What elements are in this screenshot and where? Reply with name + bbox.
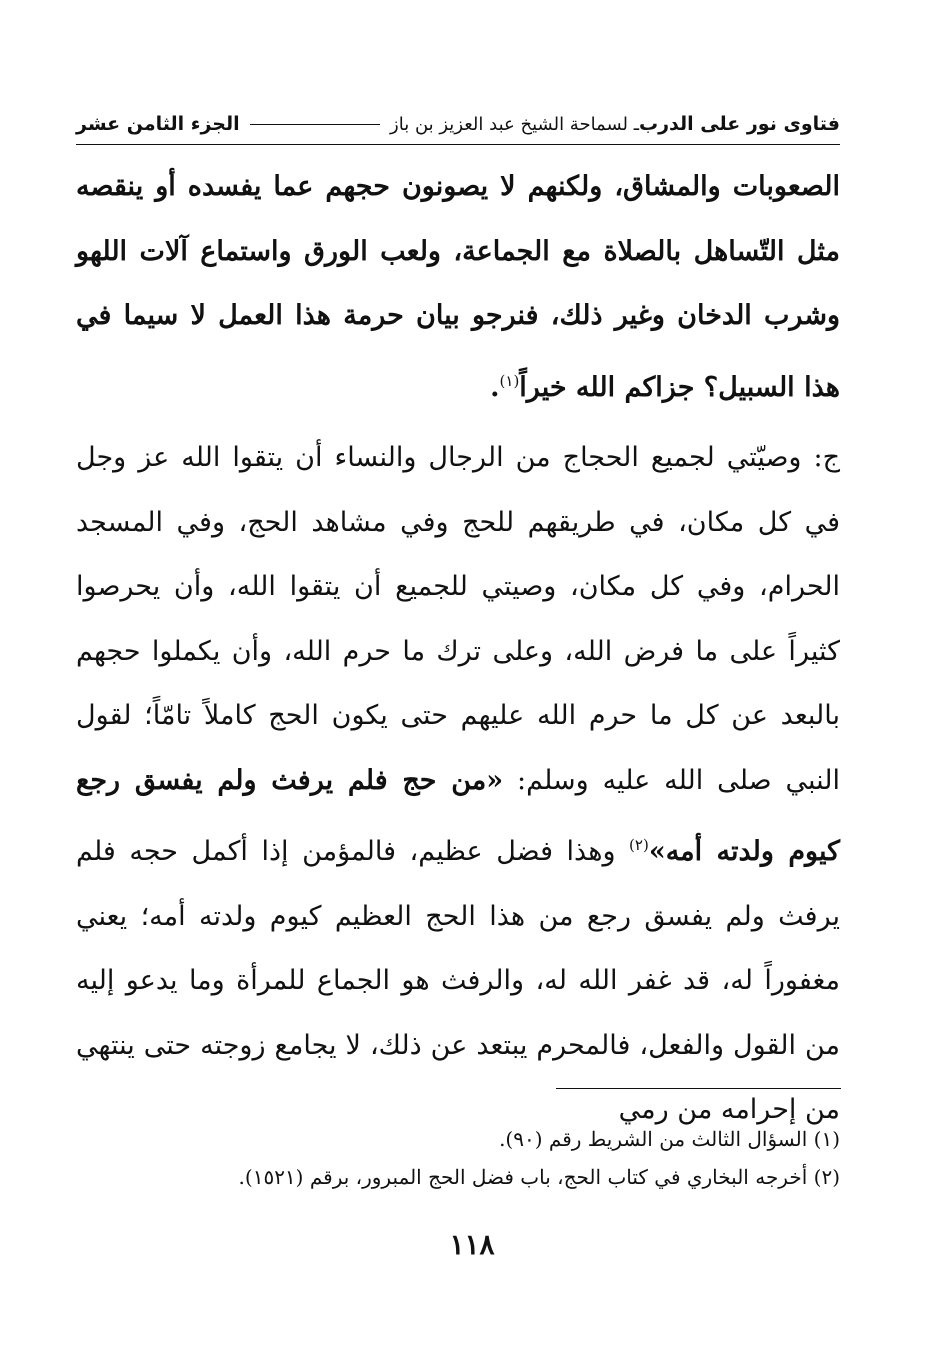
answer-text-part1: ج: وصيّتي لجميع الحجاج من الرجال والنساء أن يتقوا الله عز وجل في كل مكان، في طريقهم للحج وفي مشاهد الحج، وفي المسجد الحرام، وفي كل مكان، وصيتي للجميع أن يتقوا الله، وأن يحرصوا كثيراً على ما فرض الله، وعلى ترك ما حرم الله، وأن يكملوا حجهم بالبعد عن كل ما حرم الله عليهم حتى يكون الحج كاملاً تامّاً؛ لقول النبي صلى الله عليه وسلم: bbox=[76, 442, 840, 796]
running-header bbox=[76, 104, 840, 144]
footnote-divider bbox=[556, 1088, 841, 1089]
footnotes bbox=[76, 1120, 840, 1196]
footnote-ref-2: (٢) bbox=[629, 836, 649, 854]
book-title: فتاوى نور على الدرب bbox=[639, 113, 840, 135]
question-paragraph: الصعوبات والمشاق، ولكنهم لا يصونون حجهم عما يفسده أو ينقصه مثل التّساهل بالصلاة مع الجماعة، ولعب الورق واستماع آلات اللهو وشرب الدخان وغير ذلك، فنرجو بيان حرمة هذا العمل لا سيما في هذا السبيل؟ جزاكم الله خيراً$^{(١)}$. bbox=[76, 171, 840, 403]
answer-text-part2: وهذا فضل عظيم، فالمؤمن إذا أكمل حجه فلم يرفث ولم يفسق رجع من هذا الحج العظيم كيوم ولدته أمه؛ يعني مغفوراً له، قد غفر الله له، والرفث هو الجماع للمرأة وما يدعو إليه من القول والفعل، فالمحرم يبتعد عن ذلك، لا يجامع زوجته حتى ينتهي من إحرامه من رمي bbox=[76, 836, 840, 1125]
page-number: ١١٨ bbox=[449, 1228, 495, 1261]
author-name: ـ لسماحة الشيخ عبد العزيز بن باز bbox=[390, 113, 639, 135]
footnote-ref-1: (١) bbox=[499, 371, 520, 390]
answer-paragraph bbox=[76, 426, 840, 1143]
header-divider bbox=[76, 144, 840, 145]
question-text: الصعوبات والمشاق، ولكنهم لا يصونون حجهم عما يفسده أو ينقصه مثل التّساهل بالصلاة مع الجماعة، ولعب الورق واستماع آلات اللهو وشرب الدخان وغير ذلك، فنرجو بيان حرمة هذا العمل لا سيما في هذا السبيل؟ جزاكم الله خيراً bbox=[76, 171, 840, 403]
main-text bbox=[76, 155, 840, 1143]
footnote-2: (٢) أخرجه البخاري في كتاب الحج، باب فضل الحج المبرور، برقم (١٥٢١). bbox=[238, 1165, 840, 1189]
hadith-quote: «من حج فلم يرفث ولم يفسق رجع كيوم ولدته أمه» bbox=[76, 764, 840, 867]
footnote-1: (١) السؤال الثالث من الشريط رقم (٩٠). bbox=[499, 1127, 840, 1151]
header-dash-rule bbox=[250, 124, 380, 125]
volume-label: الجزء الثامن عشر bbox=[76, 113, 240, 135]
